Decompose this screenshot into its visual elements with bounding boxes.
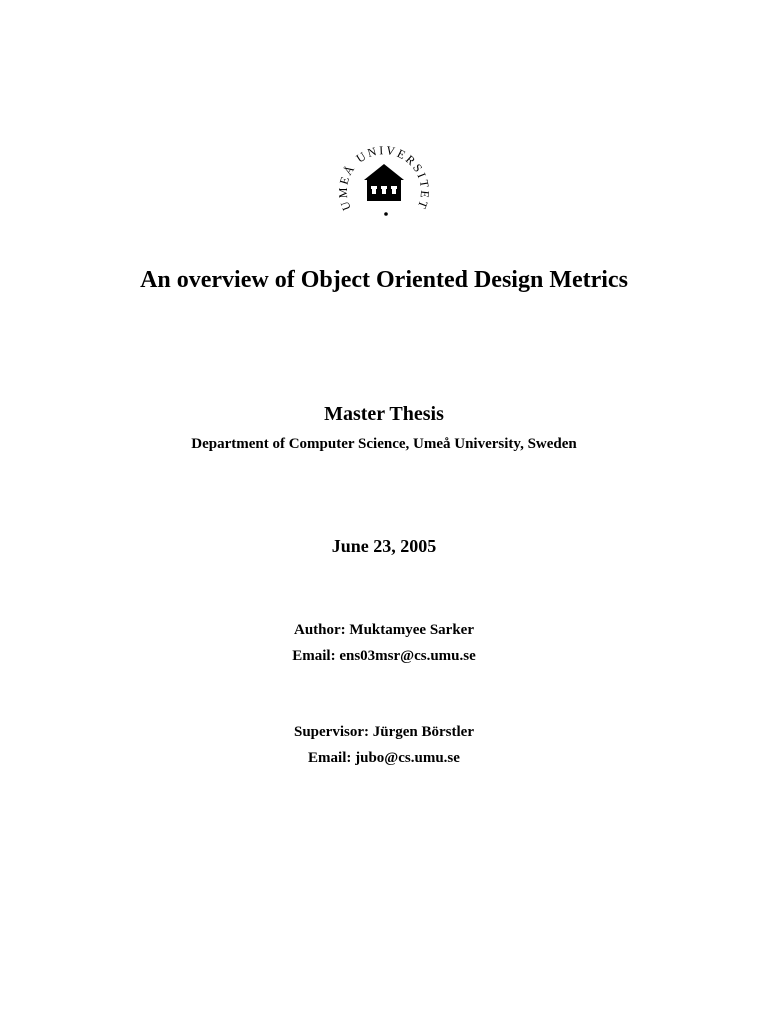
supervisor-email: Email: jubo@cs.umu.se [308,750,460,766]
supervisor-line: Supervisor: Jürgen Börstler [294,724,474,740]
department-line: Department of Computer Science, Umeå University, Sweden [191,436,577,452]
thesis-title: An overview of Object Oriented Design Metrics [140,267,628,293]
university-seal-icon [334,136,434,236]
author-email: Email: ens03msr@cs.umu.se [292,648,476,664]
seal-lettering: UMEÅ UNIVERSITET [335,143,433,213]
author-line: Author: Muktamyee Sarker [294,622,474,638]
thesis-type: Master Thesis [324,403,444,425]
thesis-date: June 23, 2005 [331,536,437,556]
